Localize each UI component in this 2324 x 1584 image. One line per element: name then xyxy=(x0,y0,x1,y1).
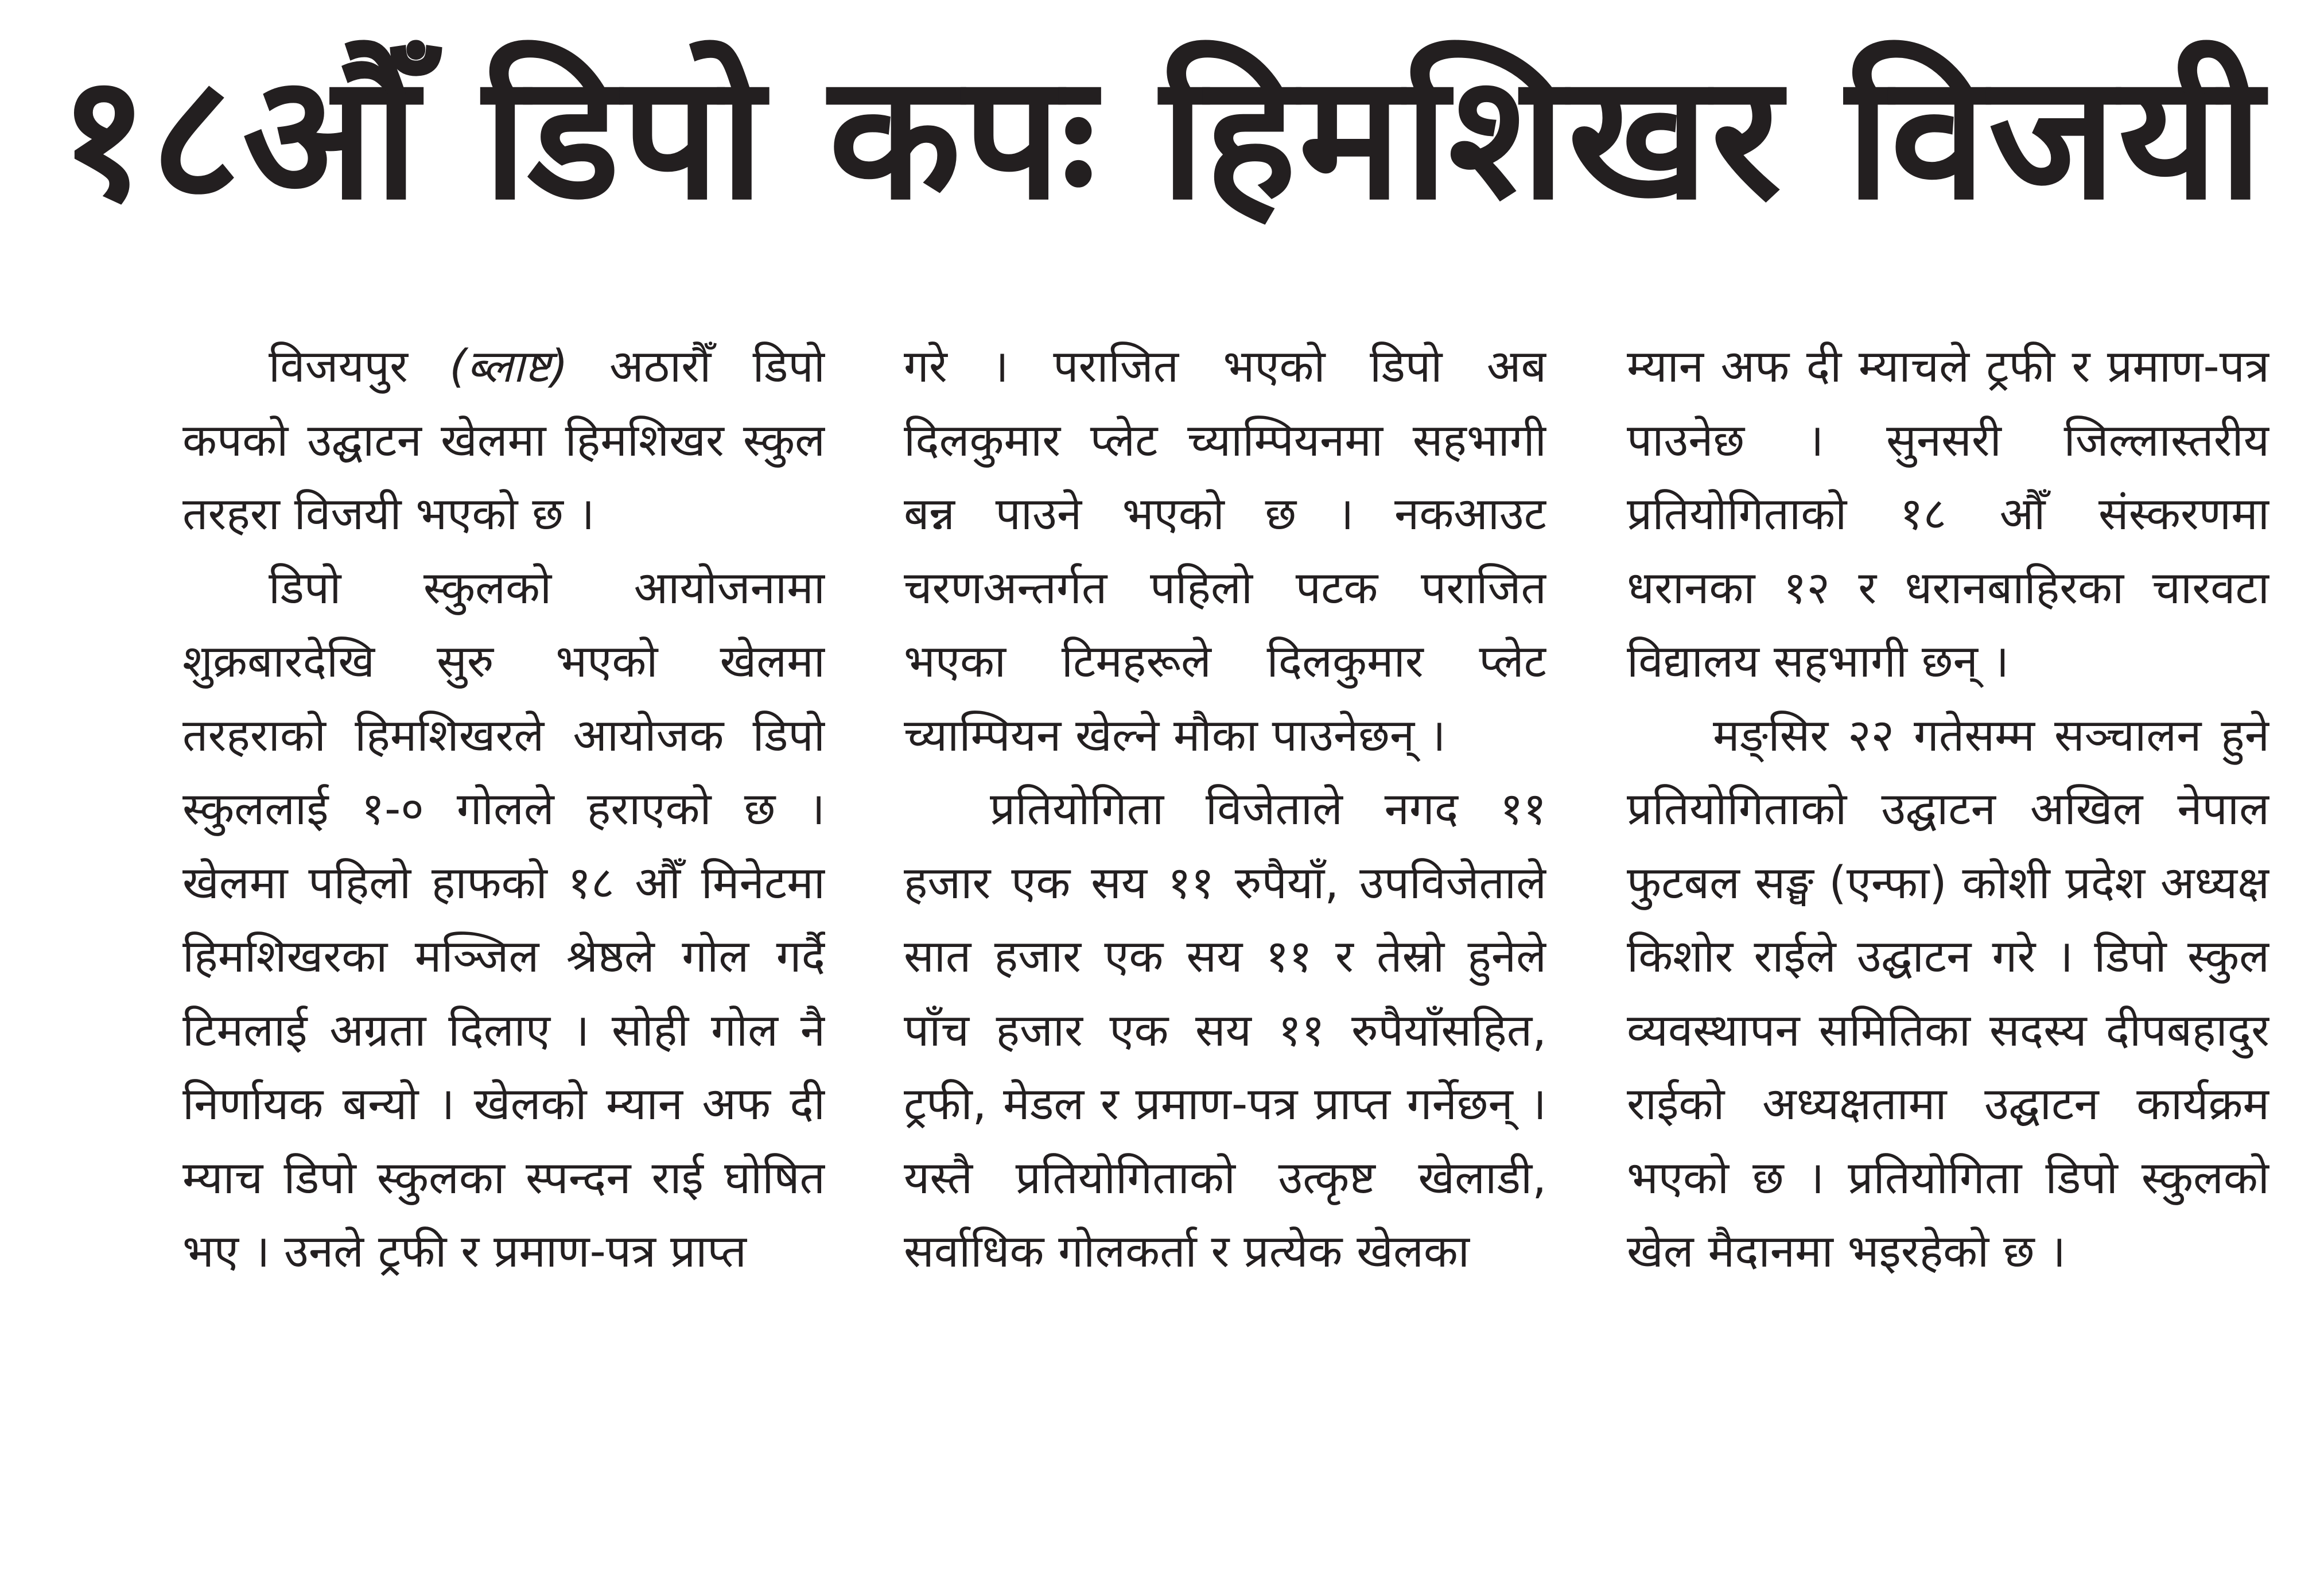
article-headline: १८औँ डिपो कपः हिमशिखर विजयी xyxy=(59,37,2265,238)
paragraph-lead-text: अठारौँ डिपो कपको उद्घाटन खेलमा हिमशिखर स्कुल तरहरा विजयी भएको छ । xyxy=(182,341,825,540)
paragraph: म्यान अफ दी म्याचले ट्रफी र प्रमाण-पत्र पाउनेछ । सुनसरी जिल्लास्तरीय प्रतियोगिताको १८ औँ संस्करणमा धरानका १२ र धरानबाहिरका चारवटा विद्यालय सहभागी छन् । xyxy=(1627,341,2269,688)
paragraph: मङ्सिर २२ गतेसम्म सञ्चालन हुने प्रतियोगिताको उद्घाटन अखिल नेपाल फुटबल सङ्घ (एन्फा) कोशी प्रदेश अध्यक्ष किशोर राईले उद्घाटन गरे । डिपो स्कुल व्यवस्थापन समितिका सदस्य दीपबहादुर राईको अध्यक्षतामा उद्घाटन कार्यक्रम भएको छ । प्रतियोगिता डिपो स्कुलको खेल मैदानमा भइरहेको छ । xyxy=(1627,709,2269,1278)
article-column-3 xyxy=(1627,330,2269,1535)
dateline-place: विजयपुर xyxy=(269,341,450,393)
article-column-1 xyxy=(182,330,825,1535)
paragraph: गरे । पराजित भएको डिपो अब दिलकुमार प्लेट च्याम्पियनमा सहभागी बन्न पाउने भएको छ । नकआउट चरणअन्तर्गत पहिलो पटक पराजित भएका टिमहरूले दिलकुमार प्लेट च्याम्पियन खेल्ने मौका पाउनेछन् । xyxy=(904,341,1546,762)
paragraph-lead xyxy=(182,330,825,552)
paragraph: डिपो स्कुलको आयोजनामा शुक्रबारदेखि सुरु भएको खेलमा तरहराको हिमशिखरले आयोजक डिपो स्कुललाई १-० गोलले हराएको छ । खेलमा पहिलो हाफको १८ औँ मिनेटमा हिमशिखरका मञ्जिल श्रेष्ठले गोल गर्दै टिमलाई अग्रता दिलाए । सोही गोल नै निर्णायक बन्यो । खेलको म्यान अफ दी म्याच डिपो स्कुलका स्पन्दन राई घोषित भए । उनले ट्रफी र प्रमाण-पत्र प्राप्त xyxy=(182,562,825,1278)
article-body xyxy=(0,330,2324,1535)
byline: (ब्लाष्ट) xyxy=(449,341,568,393)
article-column-2 xyxy=(904,330,1546,1535)
paragraph: प्रतियोगिता विजेताले नगद ११ हजार एक सय ११ रुपैयाँ, उपविजेताले सात हजार एक सय ११ र तेस्रो हुनेले पाँच हजार एक सय ११ रुपैयाँसहित, ट्रफी, मेडल र प्रमाण-पत्र प्राप्त गर्नेछन् । यस्तै प्रतियोगिताको उत्कृष्ट खेलाडी, सर्वाधिक गोलकर्ता र प्रत्येक खेलका xyxy=(904,783,1546,1278)
